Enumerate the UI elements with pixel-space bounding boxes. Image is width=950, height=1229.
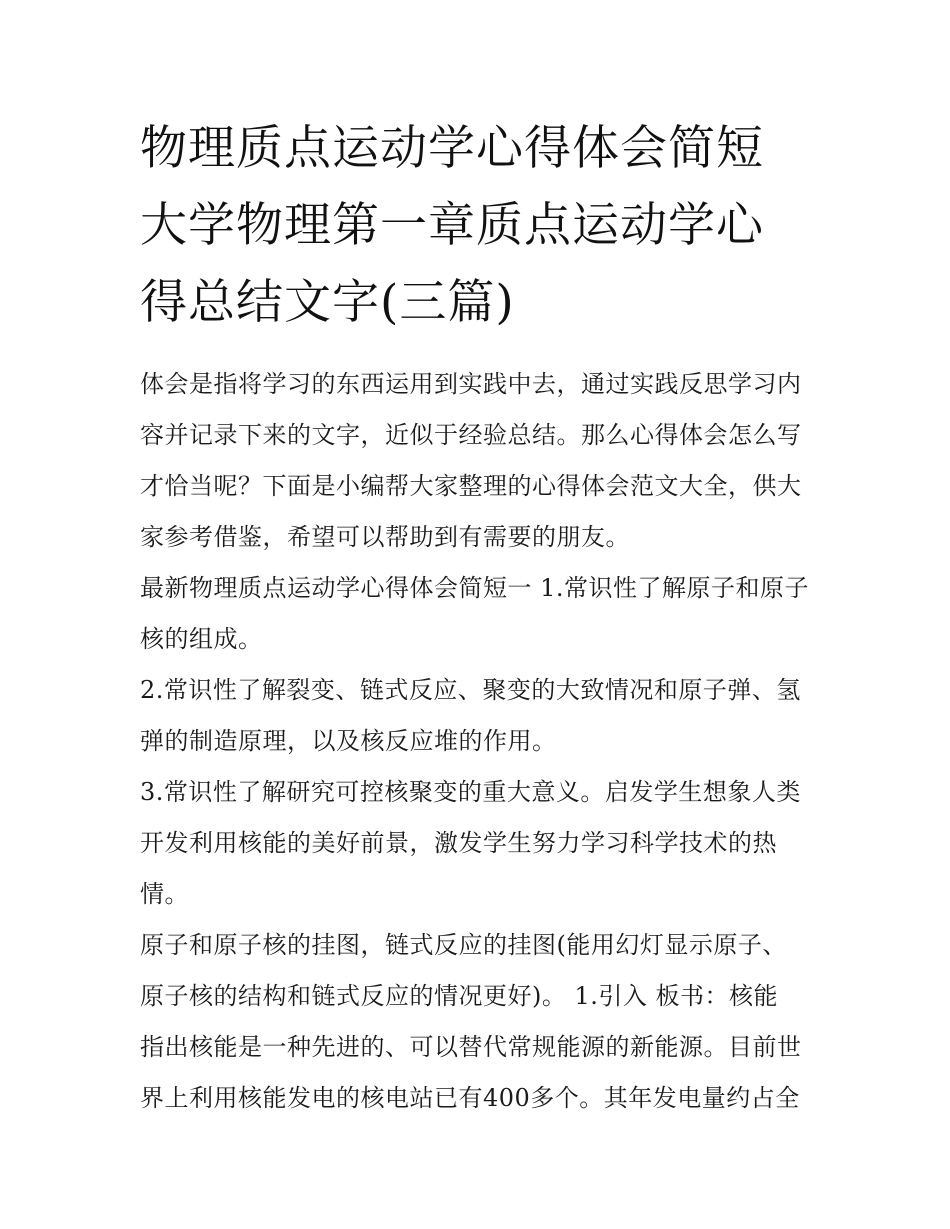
paragraph-line: 3.常识性了解研究可控核聚变的重大意义。启发学生想象人类 <box>140 778 801 806</box>
paragraph-line: 指出核能是一种先进的、可以替代常规能源的新能源。目前世 <box>140 1033 802 1061</box>
document-title <box>140 110 820 341</box>
paragraph-line: 家参考借鉴，希望可以帮助到有需要的朋友。 <box>140 523 630 551</box>
paragraph-line: 最新物理质点运动学心得体会简短一 1.常识性了解原子和原子 <box>140 574 810 602</box>
paragraph-line: 原子和原子核的挂图，链式反应的挂图(能用幻灯显示原子、 <box>140 931 787 959</box>
paragraph-line: 界上利用核能发电的核电站已有400多个。其年发电量约占全 <box>140 1084 800 1112</box>
paragraph-line: 情。 <box>140 880 189 908</box>
paragraph-line: 体会是指将学习的东西运用到实践中去，通过实践反思学习内 <box>140 370 802 398</box>
paragraph-line: 才恰当呢？下面是小编帮大家整理的心得体会范文大全，供大 <box>140 472 802 500</box>
title-line: 大学物理第一章质点运动学心 <box>140 198 764 253</box>
paragraph-line: 2.常识性了解裂变、链式反应、聚变的大致情况和原子弹、氢 <box>140 676 801 704</box>
objective-two-paragraph <box>140 665 820 767</box>
objective-three-paragraph <box>140 767 820 920</box>
title-line: 得总结文字(三篇) <box>140 275 515 330</box>
section-one-paragraph <box>140 563 820 665</box>
materials-paragraph <box>140 920 820 1022</box>
paragraph-line: 弹的制造原理，以及核反应堆的作用。 <box>140 727 557 755</box>
paragraph-line: 容并记录下来的文字，近似于经验总结。那么心得体会怎么写 <box>140 421 802 449</box>
intro-paragraph <box>140 359 820 563</box>
paragraph-line: 开发利用核能的美好前景，激发学生努力学习科学技术的热 <box>140 829 777 857</box>
paragraph-line: 核的组成。 <box>140 625 263 653</box>
document-page <box>140 110 820 1124</box>
paragraph-line: 原子核的结构和链式反应的情况更好)。 1.引入 板书：核能 <box>140 982 779 1010</box>
nuclear-energy-paragraph <box>140 1022 820 1124</box>
title-line: 物理质点运动学心得体会简短 <box>140 121 764 176</box>
